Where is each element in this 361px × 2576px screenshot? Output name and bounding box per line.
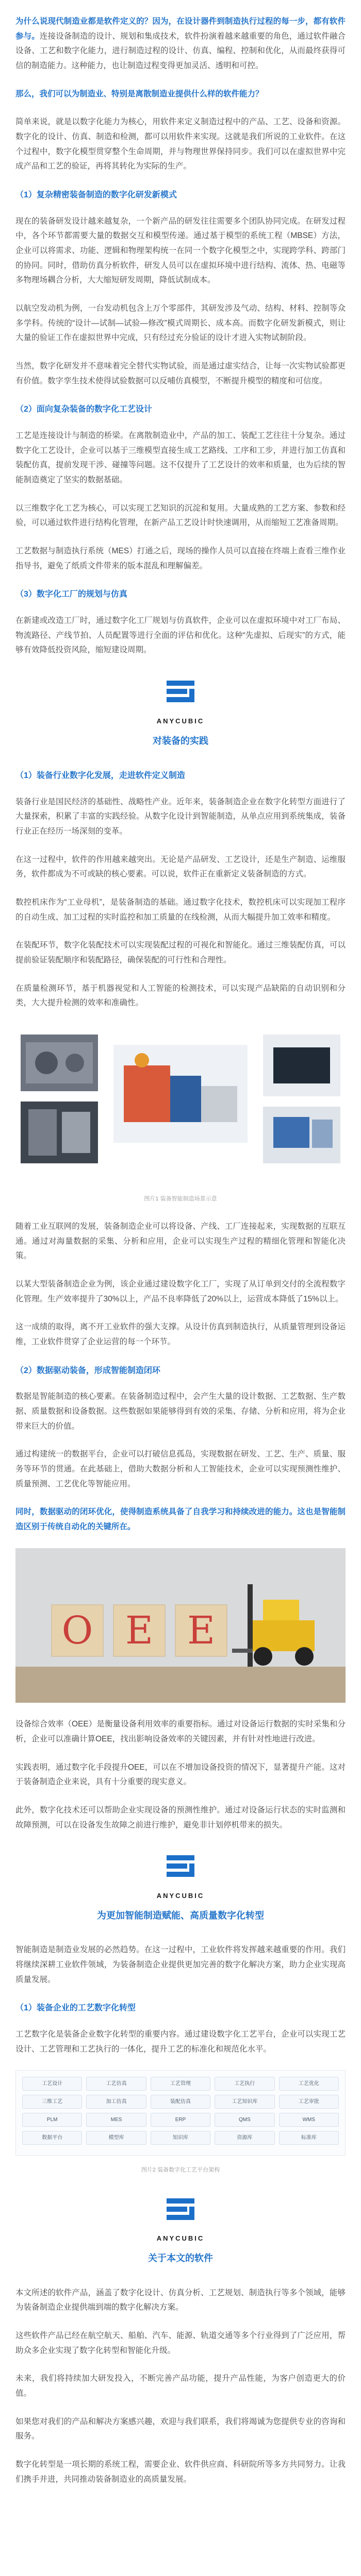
figure-manufacturing-collage — [15, 1024, 346, 1184]
paragraph: 以三维数字化工艺为核心，可以实现工艺知识的沉淀和复用。大量成熟的工艺方案、参数和经验，可以通过软件进行结构化管理，在新产品工艺设计时快速调用，从而缩短工艺准备周期。 — [15, 503, 346, 528]
oee-letter-o: O — [61, 1608, 93, 1653]
paragraph: 未来，我们将持续加大研发投入，不断完善产品功能，提升产品性能，为客户创造更大的价值。 — [15, 2374, 346, 2398]
diagram-row — [22, 2113, 339, 2127]
diagram-cell: 工艺知识库 — [215, 2095, 274, 2109]
brand-block — [15, 679, 346, 750]
paragraph: 工艺是连接设计与制造的桥梁。在离散制造业中，产品的加工、装配工艺往往十分复杂。通过数字化工艺设计，企业可以基于三维模型直接生成工艺路线、工序和工步，并进行加工仿真和装配仿真，提前发现干涉、碰撞等问题。这不仅提升了工艺设计的效率和质量，也为后续的智能制造奠定了坚实的数据基础。 — [15, 431, 346, 484]
brand-logo-icon — [162, 2196, 199, 2230]
intro-paragraph — [15, 14, 346, 74]
diagram-cell: 工艺管理 — [151, 2077, 210, 2091]
diagram-cell: 标准库 — [279, 2131, 339, 2145]
diagram-cell: 工艺设计 — [22, 2077, 82, 2091]
diagram-row — [22, 2131, 339, 2145]
paragraph: 数字化转型是一项长期的系统工程，需要企业、软件供应商、科研院所等多方共同努力。让我们携手并进，共同推动装备制造业的高质量发展。 — [15, 2460, 346, 2484]
diagram-cell: 资源库 — [215, 2131, 274, 2145]
diagram-cell: PLM — [22, 2113, 82, 2127]
diagram-cell: 工艺优化 — [279, 2077, 339, 2091]
diagram-cell: 工艺审批 — [279, 2095, 339, 2109]
paragraph: 简单来说，就是以数字化能力为核心，用软件来定义制造过程中的产品、工艺、设备和资源。数字化的设计、仿真、制造和检测，都可以用软件来实现。这就是我们所说的工业软件。在这个过程中，数字化模型贯穿整个生命周期，并与物理世界保持同步。我们可以在虚拟世界中完成产品和工艺的验证，再将其转化为实际的生产。 — [15, 117, 346, 171]
diagram-cell: 工艺仿真 — [86, 2077, 146, 2091]
paragraph: 在质量检测环节，基于机器视觉和人工智能的检测技术，可以实现产品缺陷的自动识别和分类，大大提升检测的效率和准确性。 — [15, 984, 346, 1008]
paragraph: 工艺数字化是装备企业数字化转型的重要内容。通过建设数字化工艺平台，企业可以实现工艺设计、工艺管理和工艺执行的一体化，提升工艺的标准化和规范化水平。 — [15, 2029, 346, 2054]
section-title: （1）装备行业数字化发展，走进软件定义制造 — [15, 771, 185, 780]
brand-title: 对装备的实践 — [153, 735, 208, 746]
brand-title: 关于本文的软件 — [148, 2253, 213, 2264]
diagram-cell: 装配仿真 — [151, 2095, 210, 2109]
paragraph: 以航空发动机为例，一台发动机包含上万个零部件，其研发涉及气动、结构、材料、控制等众多学科。传统的“设计—试制—试验—修改”模式周期长、成本高。而数字化研发新模式，则让大量的验证工作在虚拟世界中完成，只有经过充分验证的设计才进入实物试制阶段。 — [15, 304, 346, 343]
figure-caption: 图片2 装备数字化工艺平台架构 — [141, 2167, 220, 2174]
paragraph: 装备行业是国民经济的基础性、战略性产业。近年来，装备制造企业在数字化转型方面进行了大量探索，积累了丰富的实践经验。从数字化设计到智能制造，从单点应用到系统集成，装备行业正在经历一场深刻的变革。 — [15, 797, 346, 836]
diagram-cell: WMS — [279, 2113, 339, 2127]
paragraph: 本文所述的软件产品，涵盖了数字化设计、仿真分析、工艺规划、制造执行等多个领域，能够为装备制造企业提供端到端的数字化解决方案。 — [15, 2288, 346, 2312]
paragraph: 设备综合效率（OEE）是衡量设备利用效率的重要指标。通过对设备运行数据的实时采集和分析，企业可以准确计算OEE，找出影响设备效率的关键因素，并有针对性地进行改进。 — [15, 1720, 346, 1743]
diagram-cell: MES — [86, 2113, 146, 2127]
diagram-row — [22, 2077, 339, 2091]
diagram-cell: ERP — [151, 2113, 210, 2127]
figure-caption: 图片1 装备智能制造场景示意 — [144, 1195, 217, 1202]
paragraph: 随着工业互联网的发展，装备制造企业可以将设备、产线、工厂连接起来，实现数据的互联互通。通过对海量数据的采集、分析和应用，企业可以实现生产过程的精细化管理和智能化决策。 — [15, 1222, 346, 1261]
section-title: （1）装备企业的工艺数字化转型 — [15, 2004, 136, 2013]
paragraph: 工艺数据与制造执行系统（MES）打通之后，现场的操作人员可以直接在终端上查看三维作业指导书，避免了纸质文件带来的版本混乱和理解偏差。 — [15, 546, 346, 570]
brand-logo-icon — [162, 1853, 199, 1887]
paragraph: 通过构建统一的数据平台，企业可以打破信息孤岛，实现数据在研发、工艺、生产、质量、服务等环节的贯通。在此基础上，借助大数据分析和人工智能技术，企业可以实现预测性维护、质量预测、工艺优化等智能应用。 — [15, 1450, 346, 1488]
brand-name: ANYCUBIC — [156, 1892, 205, 1900]
paragraph: 实践表明，通过数字化手段提升OEE，可以在不增加设备投资的情况下，显著提升产能。这对于装备制造企业来说，具有十分重要的现实意义。 — [15, 1762, 346, 1787]
brand-title: 为更加智能制造赋能、高质量数字化转型 — [97, 1910, 264, 1921]
paragraph: 智能制造是制造业发展的必然趋势。在这一过程中，工业软件将发挥越来越重要的作用。我们将继续深耕工业软件领域，为装备制造企业提供更加完善的数字化解决方案，助力企业实现高质量发展。 — [15, 1945, 346, 1984]
diagram-cell: 知识库 — [151, 2131, 210, 2145]
section-title: （2）数据驱动装备，形成智能制造闭环 — [15, 1366, 160, 1375]
paragraph: 现在的装备研发设计越来越复杂，一个新产品的研发往往需要多个团队协同完成。在研发过程中，各个环节都需要大量的数据交互和模型传递。通过基于模型的系统工程（MBSE）方法，企业可以将需求、功能、逻辑和物理架构统一在同一个数字化模型之中，实现跨学科、跨部门的协同。同时，借助仿真分析软件，研发人员可以在虚拟环境中进行结构、流体、热、电磁等多物理场耦合分析，大大缩短研发周期，降低试制成本。 — [15, 216, 346, 285]
brand-name: ANYCUBIC — [156, 2234, 205, 2243]
intro-bold: 为什么说现代制造业都是软件定义的？因为，在设计器件到制造执行过程的每一步，都有软件参与。 — [15, 17, 346, 41]
paragraph: 在这一过程中，软件的作用越来越突出。无论是产品研发、工艺设计，还是生产制造、运维服务，软件都成为不可或缺的核心要素。可以说，软件正在重新定义装备制造的方式。 — [15, 855, 346, 879]
diagram-cell: 数据平台 — [22, 2131, 82, 2145]
paragraph: 数据是智能制造的核心要素。在装备制造过程中，会产生大量的设计数据、工艺数据、生产数据、质量数据和设备数据。这些数据如果能够得到有效的采集、存储、分析和应用，将为企业带来巨大的价值。 — [15, 1392, 346, 1431]
diagram-cell: 加工仿真 — [86, 2095, 146, 2109]
oee-letter-e1: E — [125, 1608, 154, 1653]
lead-question: 那么，我们可以为制造业、特别是离散制造业提供什么样的软件能力？ — [15, 89, 264, 98]
paragraph: 如果您对我们的产品和解决方案感兴趣，欢迎与我们联系，我们将竭诚为您提供专业的咨询和服务。 — [15, 2417, 346, 2441]
figure-oee-blocks — [15, 1548, 346, 1708]
figure-architecture-diagram — [15, 2070, 346, 2156]
diagram-row — [22, 2095, 339, 2109]
paragraph: 数控机床作为“工业母机”，是装备制造的基础。通过数字化技术，数控机床可以实现加工程序的自动生成、加工过程的实时监控和加工质量的在线检测，从而大幅提升加工效率和精度。 — [15, 897, 346, 922]
section-title: （1）复杂精密装备制造的数字化研发新模式 — [15, 191, 177, 200]
diagram-cell: 工艺执行 — [215, 2077, 274, 2091]
paragraph: 当然，数字化研发并不意味着完全替代实物试验，而是通过虚实结合，让每一次实物试验都更有价值。数字孪生技术使得试验数据可以反哺仿真模型，不断提升模型的精度和可信度。 — [15, 362, 346, 385]
brand-name: ANYCUBIC — [156, 717, 205, 725]
paragraph: 在装配环节，数字化装配技术可以实现装配过程的可视化和智能化。通过三维装配仿真，可以提前验证装配顺序和装配路径，确保装配的可行性和合理性。 — [15, 941, 346, 964]
paragraph: 这些软件产品已经在航空航天、船舶、汽车、能源、轨道交通等多个行业得到了广泛应用，帮助众多企业实现了数字化转型和智能化升级。 — [15, 2331, 346, 2355]
paragraph: 这一成绩的取得，离不开工业软件的强大支撑。从设计仿真到制造执行，从质量管理到设备运维，工业软件贯穿了企业运营的每一个环节。 — [15, 1323, 346, 1346]
diagram-cell: 三维工艺 — [22, 2095, 82, 2109]
diagram-cell: QMS — [215, 2113, 274, 2127]
section-title: （2）面向复杂装备的数字化工艺设计 — [15, 405, 152, 414]
section-title: （3）数字化工厂的规划与仿真 — [15, 590, 127, 599]
paragraph-highlight: 同时，数据驱动的闭环优化，使得制造系统具备了自我学习和持续改进的能力。这也是智能制造区别于传统自动化的关键所在。 — [15, 1507, 346, 1531]
paragraph: 在新建或改造工厂时，通过数字化工厂规划与仿真软件，企业可以在虚拟环境中对工厂布局、物流路径、产线节拍、人员配置等进行全面的评估和优化。这种“先虚拟、后现实”的方式，能够有效降低投资风险，缩短建设周期。 — [15, 616, 346, 655]
paragraph: 此外，数字化技术还可以帮助企业实现设备的预测性维护。通过对设备运行状态的实时监测和故障预测，可以在设备发生故障之前进行维护，避免非计划停机带来的损失。 — [15, 1805, 346, 1829]
brand-block — [15, 2196, 346, 2267]
brand-logo-icon — [162, 679, 199, 712]
oee-letter-e2: E — [187, 1608, 216, 1653]
brand-block — [15, 1853, 346, 1924]
diagram-cell: 模型库 — [86, 2131, 146, 2145]
paragraph: 以某大型装备制造企业为例，该企业通过建设数字化工厂，实现了从订单到交付的全流程数字化管理。生产效率提升了30%以上，产品不良率降低了20%以上，运营成本降低了15%以上。 — [15, 1279, 346, 1303]
intro-rest: 连接设备制造的设计、规划和集成技术，软件扮演着越来越重要的角色，通过软件融合设备、工艺和数字化能力，进行制造过程的设计、仿真、编程、控制和优化，从而最终获得可信的制造能力。这种能力，也让制造过程变得更加灵活、透明和可控。 — [15, 31, 346, 71]
